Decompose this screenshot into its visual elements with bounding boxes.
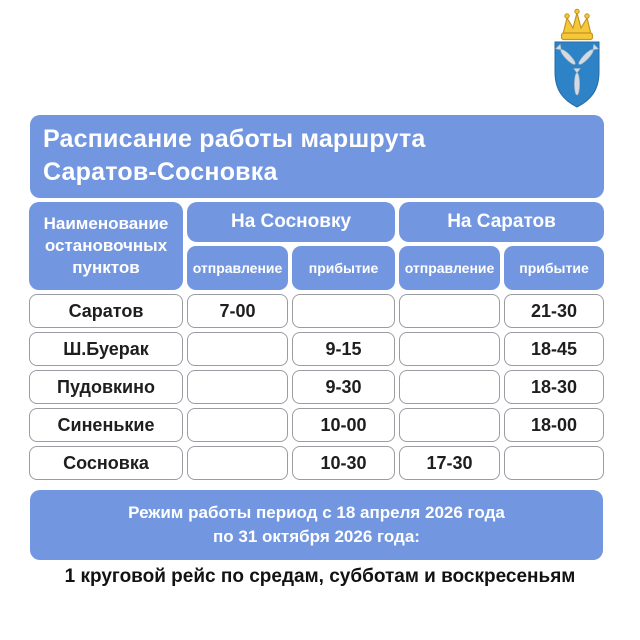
- time-cell: [292, 294, 395, 328]
- crown-icon: [562, 9, 593, 39]
- time-cell: [504, 446, 604, 480]
- time-cell: [187, 446, 288, 480]
- station-cell: Пудовкино: [29, 370, 183, 404]
- station-cell: Ш.Буерак: [29, 332, 183, 366]
- time-cell: 18-00: [504, 408, 604, 442]
- schedule-period-line2: по 31 октября 2026 года:: [213, 527, 420, 546]
- saratov-coat-of-arms-icon: [549, 8, 605, 110]
- page-title-line1: Расписание работы маршрута: [43, 125, 426, 153]
- time-cell: [399, 370, 500, 404]
- time-cell: 9-15: [292, 332, 395, 366]
- subheader-departure-saratov: отправление: [399, 246, 500, 290]
- page-title: [30, 115, 604, 198]
- time-cell: 17-30: [399, 446, 500, 480]
- column-header-stations: Наименование остановочных пунктов: [29, 202, 183, 290]
- station-cell: Синенькие: [29, 408, 183, 442]
- time-cell: [187, 370, 288, 404]
- schedule-table-header: [29, 202, 604, 290]
- time-cell: [399, 408, 500, 442]
- page-title-line2: Саратов-Сосновка: [43, 158, 278, 186]
- time-cell: [187, 408, 288, 442]
- column-header-to-saratov: На Саратов: [399, 202, 604, 242]
- station-cell: Саратов: [29, 294, 183, 328]
- subheader-departure-sosnovka: отправление: [187, 246, 288, 290]
- time-cell: 21-30: [504, 294, 604, 328]
- time-cell: 9-30: [292, 370, 395, 404]
- shield-icon: [555, 42, 599, 107]
- time-cell: [399, 332, 500, 366]
- column-header-to-sosnovka: На Сосновку: [187, 202, 395, 242]
- time-cell: [187, 332, 288, 366]
- time-cell: 10-30: [292, 446, 395, 480]
- subheader-arrival-sosnovka: прибытие: [292, 246, 395, 290]
- station-cell: Сосновка: [29, 446, 183, 480]
- time-cell: 10-00: [292, 408, 395, 442]
- trip-frequency-note: 1 круговой рейс по средам, субботам и воскресеньям: [64, 566, 576, 587]
- schedule-table-body: [29, 294, 604, 480]
- time-cell: 18-30: [504, 370, 604, 404]
- subheader-arrival-saratov: прибытие: [504, 246, 604, 290]
- schedule-period-banner: [30, 490, 603, 560]
- time-cell: 18-45: [504, 332, 604, 366]
- time-cell: 7-00: [187, 294, 288, 328]
- schedule-period-line1: Режим работы период с 18 апреля 2026 года: [128, 503, 505, 522]
- time-cell: [399, 294, 500, 328]
